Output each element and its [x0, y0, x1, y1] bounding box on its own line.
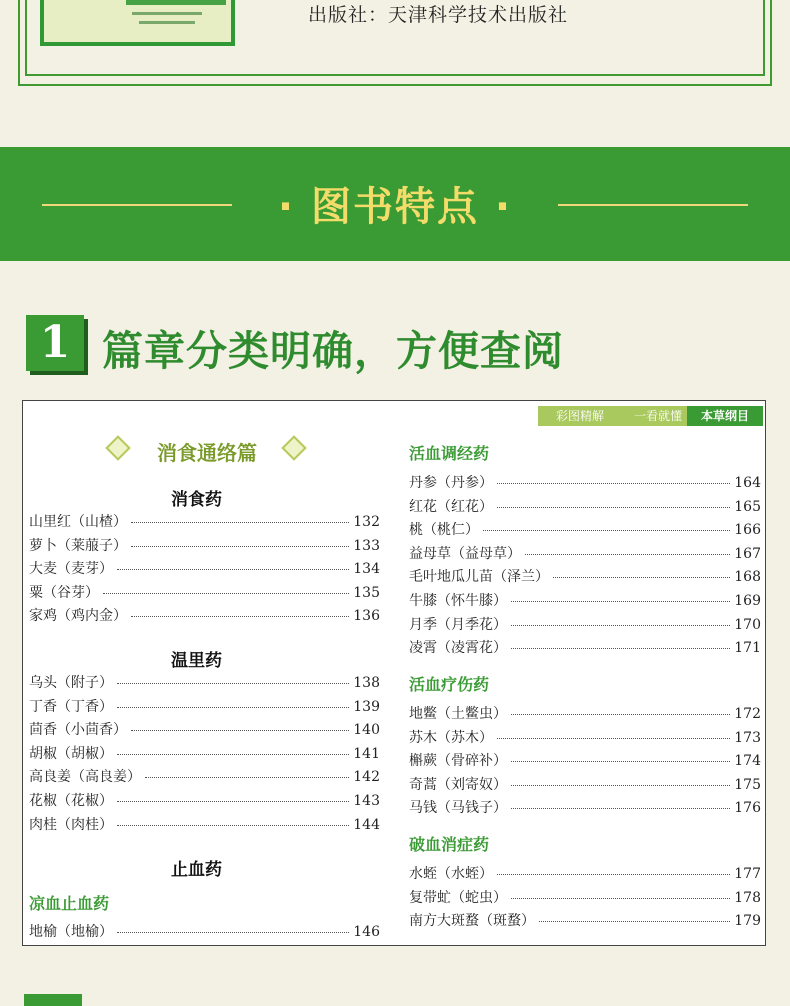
entry-page: 143 [353, 793, 380, 809]
dot-leader [131, 546, 349, 547]
dot-leader [511, 625, 730, 626]
subcategory-title: 活血疗伤药 [409, 675, 490, 694]
entry-name: 地榆（地榆） [29, 924, 113, 940]
dot-leader [131, 522, 349, 523]
dot-leader [511, 761, 730, 762]
header-tab-book-title: 本草纲目 [687, 406, 763, 426]
entry-name: 胡椒（胡椒） [29, 745, 113, 762]
toc-entry [409, 727, 761, 747]
entry-name: 槲蕨（骨碎补） [409, 753, 507, 770]
section-title: 篇章分类明确，方便查阅 [102, 327, 564, 375]
entry-name: 乌头（附子） [29, 675, 113, 691]
entry-name: 南方大斑蝥（斑蝥） [409, 913, 535, 930]
entry-name: 奇蒿（刘寄奴） [409, 776, 507, 793]
entry-page: 179 [734, 913, 761, 930]
toc-entry [409, 637, 761, 657]
dot-leader [497, 507, 730, 508]
entry-page: 168 [734, 569, 761, 586]
entry-name: 肉桂（肉桂） [29, 816, 113, 833]
table-of-contents-image [22, 400, 766, 946]
entry-page: 136 [353, 608, 380, 625]
publisher-text: 出版社：天津科学技术出版社 [308, 4, 569, 26]
toc-entry [29, 814, 380, 834]
toc-entry [409, 887, 761, 907]
category-title: 消食药 [171, 490, 222, 510]
dot-leader [117, 707, 349, 708]
entry-page: 164 [734, 475, 761, 491]
toc-entry [29, 719, 380, 739]
entry-name: 毛叶地瓜儿苗（泽兰） [409, 569, 549, 586]
entry-name: 苏木（苏木） [409, 729, 493, 746]
entry-name: 家鸡（鸡内金） [29, 608, 127, 625]
dot-leader [145, 777, 349, 778]
entry-page: 176 [734, 800, 761, 817]
entry-page: 134 [353, 561, 380, 578]
entry-page: 139 [353, 698, 380, 715]
dot-leader [497, 483, 730, 484]
entry-page: 141 [353, 745, 380, 762]
entry-name: 红花（红花） [409, 498, 493, 515]
toc-entry [409, 496, 761, 516]
entry-name: 马钱（马钱子） [409, 800, 507, 817]
entry-page: 135 [353, 584, 380, 601]
cover-line [132, 12, 202, 15]
entry-name: 茴香（小茴香） [29, 722, 127, 739]
dot-leader [511, 714, 730, 715]
toc-entry [409, 863, 761, 883]
book-cover-image [40, 0, 235, 46]
toc-entry [29, 582, 380, 602]
toc-entry [29, 672, 380, 692]
header-tab: 一看就懂 [616, 406, 700, 426]
entry-page: 175 [734, 776, 761, 793]
toc-entry [409, 519, 761, 539]
cover-stripe [126, 0, 226, 5]
dot-leader [525, 554, 730, 555]
entry-page: 166 [734, 522, 761, 539]
entry-page: 174 [734, 753, 761, 770]
entry-page: 133 [353, 537, 380, 554]
entry-page: 165 [734, 498, 761, 515]
entry-page: 138 [353, 675, 380, 691]
subcategory-title: 破血消症药 [409, 835, 490, 854]
toc-entry [409, 543, 761, 563]
entry-name: 山里红（山楂） [29, 514, 127, 530]
entry-name: 萝卜（莱菔子） [29, 537, 127, 554]
toc-entry [409, 472, 761, 492]
toc-entry [29, 511, 380, 531]
entry-page: 172 [734, 706, 761, 722]
subcategory-title: 凉血止血药 [29, 894, 110, 913]
dot-leader [483, 530, 730, 531]
toc-entry [29, 921, 380, 941]
entry-name: 高良姜（高良姜） [29, 769, 141, 786]
entry-name: 水蛭（水蛭） [409, 866, 493, 882]
entry-name: 粟（谷芽） [29, 584, 99, 601]
dot-leader [497, 874, 730, 875]
dot-leader [103, 593, 349, 594]
entry-page: 178 [734, 889, 761, 906]
toc-entry [409, 614, 761, 634]
toc-entry [29, 605, 380, 625]
entry-name: 丁香（丁香） [29, 698, 113, 715]
entry-page: 142 [353, 769, 380, 786]
dot-leader [511, 785, 730, 786]
banner-title: · 图书特点 · [277, 184, 513, 230]
dot-leader [117, 683, 349, 684]
entry-name: 益母草（益母草） [409, 545, 521, 562]
entry-page: 144 [353, 816, 380, 833]
dot-leader [511, 808, 730, 809]
entry-page: 132 [353, 514, 380, 530]
toc-entry [29, 790, 380, 810]
dot-leader [497, 738, 730, 739]
toc-entry [29, 743, 380, 763]
toc-entry [409, 703, 761, 723]
subcategory-title: 活血调经药 [409, 444, 490, 463]
toc-entry [409, 750, 761, 770]
toc-entry [29, 558, 380, 578]
category-title: 止血药 [171, 860, 222, 880]
entry-name: 月季（月季花） [409, 616, 507, 633]
chapter-title: 消食通络篇 [157, 441, 257, 465]
entry-name: 地鳖（土鳖虫） [409, 706, 507, 722]
features-banner [0, 147, 790, 261]
entry-page: 171 [734, 640, 761, 657]
entry-name: 花椒（花椒） [29, 793, 113, 809]
dot-leader [539, 921, 730, 922]
dot-leader [131, 730, 349, 731]
dot-leader [117, 801, 349, 802]
dot-leader [117, 569, 349, 570]
next-section-badge [24, 994, 82, 1006]
dot-leader [131, 616, 349, 617]
dot-leader [117, 825, 349, 826]
dot-leader [511, 601, 730, 602]
toc-entry [409, 797, 761, 817]
dot-leader [511, 648, 730, 649]
entry-page: 140 [353, 722, 380, 739]
banner-divider-right [558, 204, 748, 206]
toc-entry [409, 590, 761, 610]
cover-line [139, 21, 195, 24]
entry-page: 173 [734, 729, 761, 746]
entry-page: 167 [734, 545, 761, 562]
header-tab: 彩图精解 [538, 406, 622, 426]
entry-name: 桃（桃仁） [409, 522, 479, 539]
dot-leader [511, 898, 730, 899]
entry-name: 复带虻（蛇虫） [409, 889, 507, 906]
dot-leader [117, 754, 349, 755]
section-number-badge: 1 [26, 315, 84, 371]
entry-name: 丹参（丹参） [409, 475, 493, 491]
entry-page: 169 [734, 593, 761, 609]
entry-name: 大麦（麦芽） [29, 561, 113, 578]
toc-entry [409, 774, 761, 794]
toc-entry [409, 910, 761, 930]
toc-entry [29, 766, 380, 786]
entry-name: 牛膝（怀牛膝） [409, 593, 507, 609]
toc-entry [29, 535, 380, 555]
dot-leader [553, 577, 730, 578]
toc-entry [29, 696, 380, 716]
entry-page: 177 [734, 866, 761, 882]
dot-leader [117, 932, 349, 933]
entry-page: 146 [353, 924, 380, 940]
category-title: 温里药 [171, 651, 222, 671]
entry-page: 170 [734, 616, 761, 633]
entry-name: 凌霄（凌霄花） [409, 640, 507, 657]
toc-entry [409, 566, 761, 586]
